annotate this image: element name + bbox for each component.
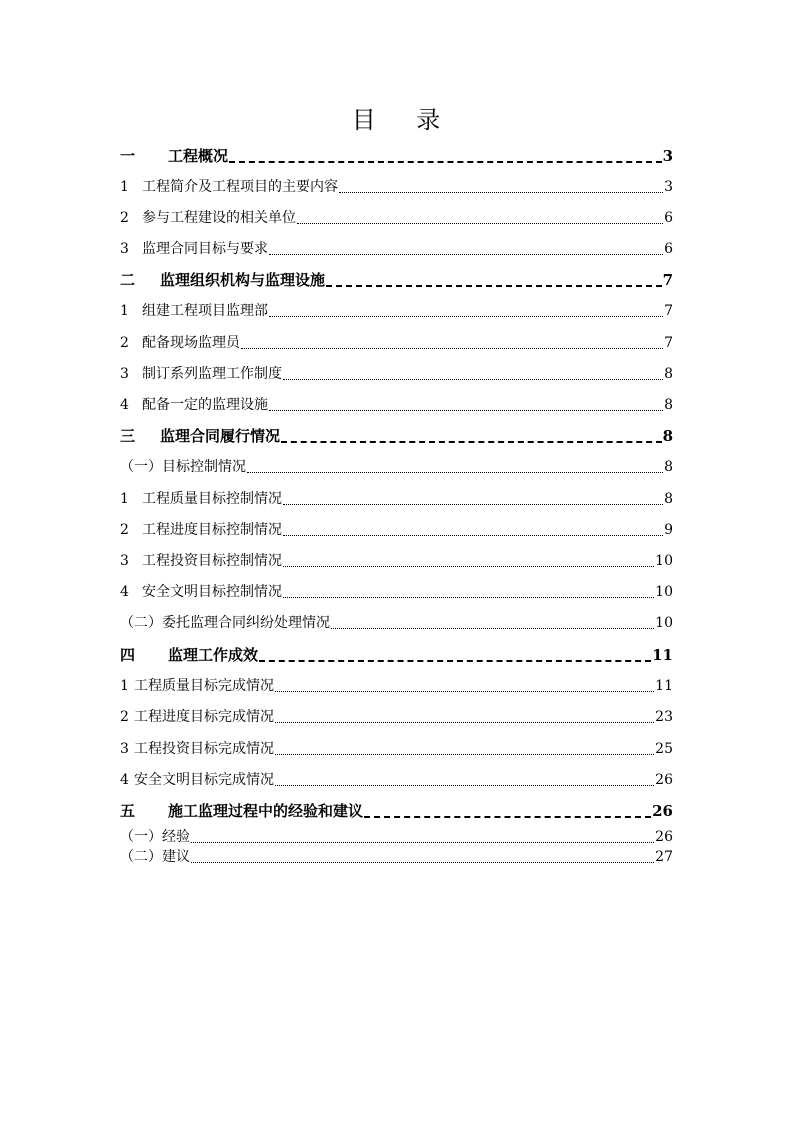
toc-entry-number: 3 bbox=[120, 553, 129, 569]
toc-leader-dots bbox=[275, 754, 654, 755]
toc-page-number: 6 bbox=[664, 210, 673, 226]
toc-page-number: 9 bbox=[664, 522, 673, 538]
toc-entry-number: 2 bbox=[120, 335, 129, 351]
toc-entry-row[interactable] bbox=[120, 394, 673, 414]
toc-entry-label: 工程进度目标完成情况 bbox=[134, 709, 274, 725]
toc-leader-dots bbox=[326, 285, 662, 287]
toc-entry-row[interactable] bbox=[120, 675, 673, 695]
toc-page-number: 3 bbox=[662, 147, 673, 165]
toc-leader-dots bbox=[269, 316, 663, 317]
toc-entry-row[interactable] bbox=[120, 300, 673, 320]
toc-section-row[interactable] bbox=[120, 425, 673, 445]
toc-entry-label: 目标控制情况 bbox=[162, 459, 246, 475]
toc-page-number: 11 bbox=[652, 646, 673, 664]
toc-leader-dots bbox=[281, 441, 662, 443]
toc-entry-number: 1 bbox=[120, 491, 129, 507]
toc-leader-dots bbox=[297, 223, 663, 224]
toc-entry-number: 3 bbox=[120, 741, 129, 757]
toc-entry-row[interactable] bbox=[120, 207, 673, 227]
toc-entry-number: 4 bbox=[120, 772, 129, 788]
toc-page-number: 8 bbox=[662, 427, 673, 445]
toc-entry-label: 工程质量目标完成情况 bbox=[134, 678, 274, 694]
toc-leader-dots bbox=[241, 348, 663, 349]
toc-entry-label: 工程概况 bbox=[168, 147, 229, 165]
toc-leader-dots bbox=[275, 785, 654, 786]
toc-leader-dots bbox=[283, 379, 663, 380]
toc-entry-row[interactable] bbox=[120, 846, 673, 866]
toc-entry-number: 2 bbox=[120, 522, 129, 538]
toc-page-number: 8 bbox=[664, 397, 673, 413]
toc-entry-label: 工程投资目标完成情况 bbox=[134, 741, 274, 757]
toc-entry-label: 监理合同履行情况 bbox=[160, 427, 281, 445]
toc-page-number: 25 bbox=[655, 741, 673, 757]
toc-entry-row[interactable] bbox=[120, 550, 673, 570]
toc-title: 目 录 bbox=[351, 106, 443, 134]
toc-page-number: 27 bbox=[655, 849, 673, 865]
toc-entry-number: 1 bbox=[120, 179, 129, 195]
toc-entry-label: 监理合同目标与要求 bbox=[142, 241, 268, 257]
toc-entry-label: 经验 bbox=[162, 829, 190, 845]
toc-page-number: 7 bbox=[664, 335, 673, 351]
toc-leader-dots bbox=[247, 472, 663, 473]
toc-entry-label: 组建工程项目监理部 bbox=[142, 303, 268, 319]
toc-leader-dots bbox=[269, 254, 663, 255]
toc-leader-dots bbox=[331, 628, 654, 629]
toc-leader-dots bbox=[283, 566, 654, 567]
toc-entry-number: （二） bbox=[120, 615, 162, 631]
toc-entry-row[interactable] bbox=[120, 488, 673, 508]
toc-entry-number: （二） bbox=[120, 849, 162, 865]
toc-entry-row[interactable] bbox=[120, 612, 673, 632]
toc-entry-label: 安全文明目标控制情况 bbox=[142, 584, 282, 600]
toc-leader-dots bbox=[275, 691, 654, 692]
toc-entry-label: 配备现场监理员 bbox=[142, 335, 240, 351]
toc-entry-number: 2 bbox=[120, 709, 129, 725]
toc-entry-label: 制订系列监理工作制度 bbox=[142, 366, 282, 382]
toc-leader-dots bbox=[339, 192, 663, 193]
toc-entry-number: 3 bbox=[120, 366, 129, 382]
toc-page-number: 7 bbox=[662, 271, 673, 289]
toc-section-row[interactable] bbox=[120, 800, 673, 820]
toc-page-number: 26 bbox=[652, 802, 673, 820]
toc-entry-label: 施工监理过程中的经验和建议 bbox=[168, 802, 364, 820]
toc-entry-number: 2 bbox=[120, 210, 129, 226]
toc-entry-label: 安全文明目标完成情况 bbox=[134, 772, 274, 788]
toc-entry-row[interactable] bbox=[120, 519, 673, 539]
toc-entry-label: 委托监理合同纠纷处理情况 bbox=[162, 615, 330, 631]
toc-page-number: 11 bbox=[655, 678, 673, 694]
toc-entry-number: 3 bbox=[120, 241, 129, 257]
toc-leader-dots bbox=[283, 504, 663, 505]
toc-leader-dots bbox=[191, 862, 654, 863]
toc-leader-dots bbox=[229, 161, 662, 163]
toc-page-number: 26 bbox=[655, 829, 673, 845]
toc-page-number: 3 bbox=[664, 179, 673, 195]
toc-entry-number: 二 bbox=[120, 271, 136, 289]
toc-entry-number: 1 bbox=[120, 303, 129, 319]
toc-page-number: 8 bbox=[664, 366, 673, 382]
toc-entry-row[interactable] bbox=[120, 706, 673, 726]
toc-entry-number: 4 bbox=[120, 584, 129, 600]
toc-leader-dots bbox=[275, 722, 654, 723]
toc-entry-number: 4 bbox=[120, 397, 129, 413]
toc-entry-number: （一） bbox=[120, 459, 162, 475]
toc-entry-row[interactable] bbox=[120, 738, 673, 758]
toc-entry-row[interactable] bbox=[120, 176, 673, 196]
toc-entry-label: 监理工作成效 bbox=[168, 646, 259, 664]
toc-page-number: 10 bbox=[655, 615, 673, 631]
toc-page-number: 7 bbox=[664, 303, 673, 319]
toc-entry-number: （一） bbox=[120, 829, 162, 845]
toc-leader-dots bbox=[269, 410, 663, 411]
toc-entry-number: 三 bbox=[120, 427, 136, 445]
toc-page-number: 6 bbox=[664, 241, 673, 257]
toc-entry-number: 1 bbox=[120, 678, 129, 694]
toc-leader-dots bbox=[364, 816, 651, 818]
toc-leader-dots bbox=[283, 597, 654, 598]
toc-entry-label: 监理组织机构与监理设施 bbox=[160, 271, 326, 289]
toc-page-number: 26 bbox=[655, 772, 673, 788]
toc-page-number: 23 bbox=[655, 709, 673, 725]
toc-entry-row[interactable] bbox=[120, 826, 673, 846]
toc-entry-row[interactable] bbox=[120, 456, 673, 476]
toc-entry-label: 工程质量目标控制情况 bbox=[142, 491, 282, 507]
toc-page-number: 8 bbox=[664, 491, 673, 507]
toc-entry-number: 一 bbox=[120, 147, 136, 165]
toc-entry-label: 参与工程建设的相关单位 bbox=[142, 210, 296, 226]
toc-entry-number: 四 bbox=[120, 646, 136, 664]
toc-page-number: 8 bbox=[664, 459, 673, 475]
toc-section-row[interactable] bbox=[120, 644, 673, 664]
toc-entry-label: 配备一定的监理设施 bbox=[142, 397, 268, 413]
toc-leader-dots bbox=[191, 842, 654, 843]
toc-page-number: 10 bbox=[655, 553, 673, 569]
toc-leader-dots bbox=[259, 660, 651, 662]
toc-entry-label: 工程进度目标控制情况 bbox=[142, 522, 282, 538]
toc-entry-label: 工程简介及工程项目的主要内容 bbox=[142, 179, 338, 195]
toc-leader-dots bbox=[283, 535, 663, 536]
toc-entry-label: 建议 bbox=[162, 849, 190, 865]
toc-page-number: 10 bbox=[655, 584, 673, 600]
toc-entry-label: 工程投资目标控制情况 bbox=[142, 553, 282, 569]
toc-section-row[interactable] bbox=[120, 145, 673, 165]
toc-entry-row[interactable] bbox=[120, 332, 673, 352]
toc-entry-number: 五 bbox=[120, 802, 136, 820]
toc-entry-row[interactable] bbox=[120, 581, 673, 601]
toc-entry-row[interactable] bbox=[120, 769, 673, 789]
toc-entry-row[interactable] bbox=[120, 363, 673, 383]
toc-section-row[interactable] bbox=[120, 269, 673, 289]
toc-entry-row[interactable] bbox=[120, 238, 673, 258]
